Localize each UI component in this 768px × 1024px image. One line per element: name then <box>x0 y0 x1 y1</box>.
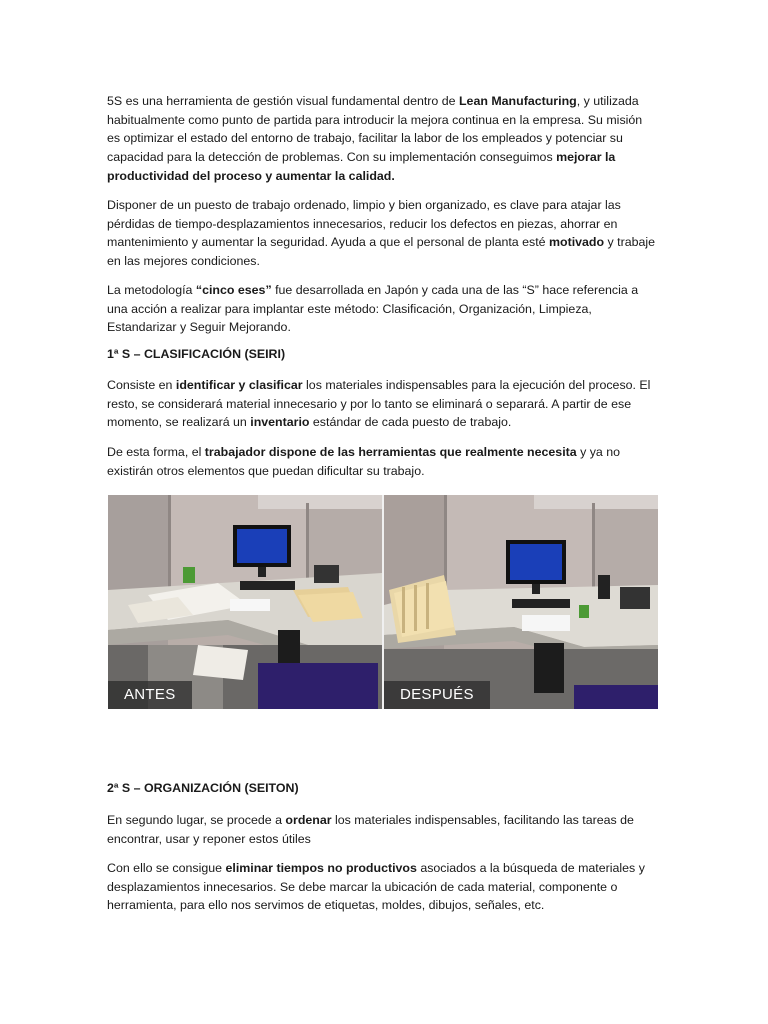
bold-productivity: mejorar la productividad del proceso y aumentar la calidad. <box>107 150 616 183</box>
bold-cinco-eses: “cinco eses” <box>195 283 272 297</box>
bold-lean-manufacturing: Lean Manufacturing <box>458 94 577 108</box>
photo-before <box>108 495 382 709</box>
bold-inventario: inventario <box>250 415 310 430</box>
paragraph-seiton-2: Con ello se consigue eliminar tiempos no productivos asociados a la búsqueda de materiales y desplazamientos innecesarios. Se debe marcar la ubicación de cada material, componente o herramienta, para ello nos servimos de etiquetas, moldes, dibujos, señales, etc. <box>107 861 645 913</box>
paragraph-seiri-1: Consiste en identificar y clasificar los materiales indispensables para la ejecución del proceso. El resto, se considerará material innecesario y por lo tanto se eliminará o separará. A partir de ese momento, se realizará un inventario estándar de cada puesto de trabajo. <box>107 378 651 430</box>
after-label: DESPUÉS <box>384 681 490 709</box>
heading-seiton: 2ª S – ORGANIZACIÓN (SEITON) <box>107 781 299 795</box>
paragraph-intro: 5S es una herramienta de gestión visual fundamental dentro de Lean Manufacturing, y utilizada habitualmente como punto de partida para introducir la mejora continua en la empresa. Su misión es optimizar el estado del entorno de trabajo, facilitar la labor de los empleados y potenciar su capacidad para la detección de problemas. Con su implementación conseguimos mejorar la productividad del proceso y aumentar la calidad. <box>107 94 643 183</box>
paragraph-workplace: Disponer de un puesto de trabajo ordenado, limpio y bien organizado, es clave para atajar las pérdidas de tiempo-desplazamientos innecesarios, reducir los defectos en piezas, ahorrar en mantenimiento y aumentar la seguridad. Ayuda a que el personal de planta esté motivado y trabaje en las mejores condiciones. <box>107 198 656 269</box>
organized-desk-illustration <box>384 495 658 709</box>
bold-trabajador: trabajador dispone de las herramientas que realmente necesita <box>204 445 577 459</box>
photo-after <box>384 495 658 709</box>
bold-identificar: identificar y clasificar <box>175 378 303 392</box>
paragraph-methodology: La metodología “cinco eses” fue desarrollada en Japón y cada una de las “S” hace referencia a una acción a realizar para implantar este método: Clasificación, Organización, Limpieza, Estandarizar y Seguir Mejorando. <box>107 283 639 335</box>
paragraph-seiri-2: De esta forma, el trabajador dispone de las herramientas que realmente necesita y ya no existirán otros elementos que puedan dificultar su trabajo. <box>107 445 621 478</box>
paragraph-seiton-1: En segundo lugar, se procede a ordenar los materiales indispensables, facilitando las tareas de encontrar, usar y reponer estos útiles <box>107 813 634 846</box>
bold-ordenar: ordenar <box>285 813 332 827</box>
cluttered-desk-illustration <box>108 495 382 709</box>
before-after-photo <box>108 495 658 709</box>
before-label: ANTES <box>108 681 192 709</box>
heading-seiri: 1ª S – CLASIFICACIÓN (SEIRI) <box>107 347 286 361</box>
bold-motivado: motivado <box>549 235 605 250</box>
bold-eliminar-tiempos: eliminar tiempos no productivos <box>225 861 417 875</box>
